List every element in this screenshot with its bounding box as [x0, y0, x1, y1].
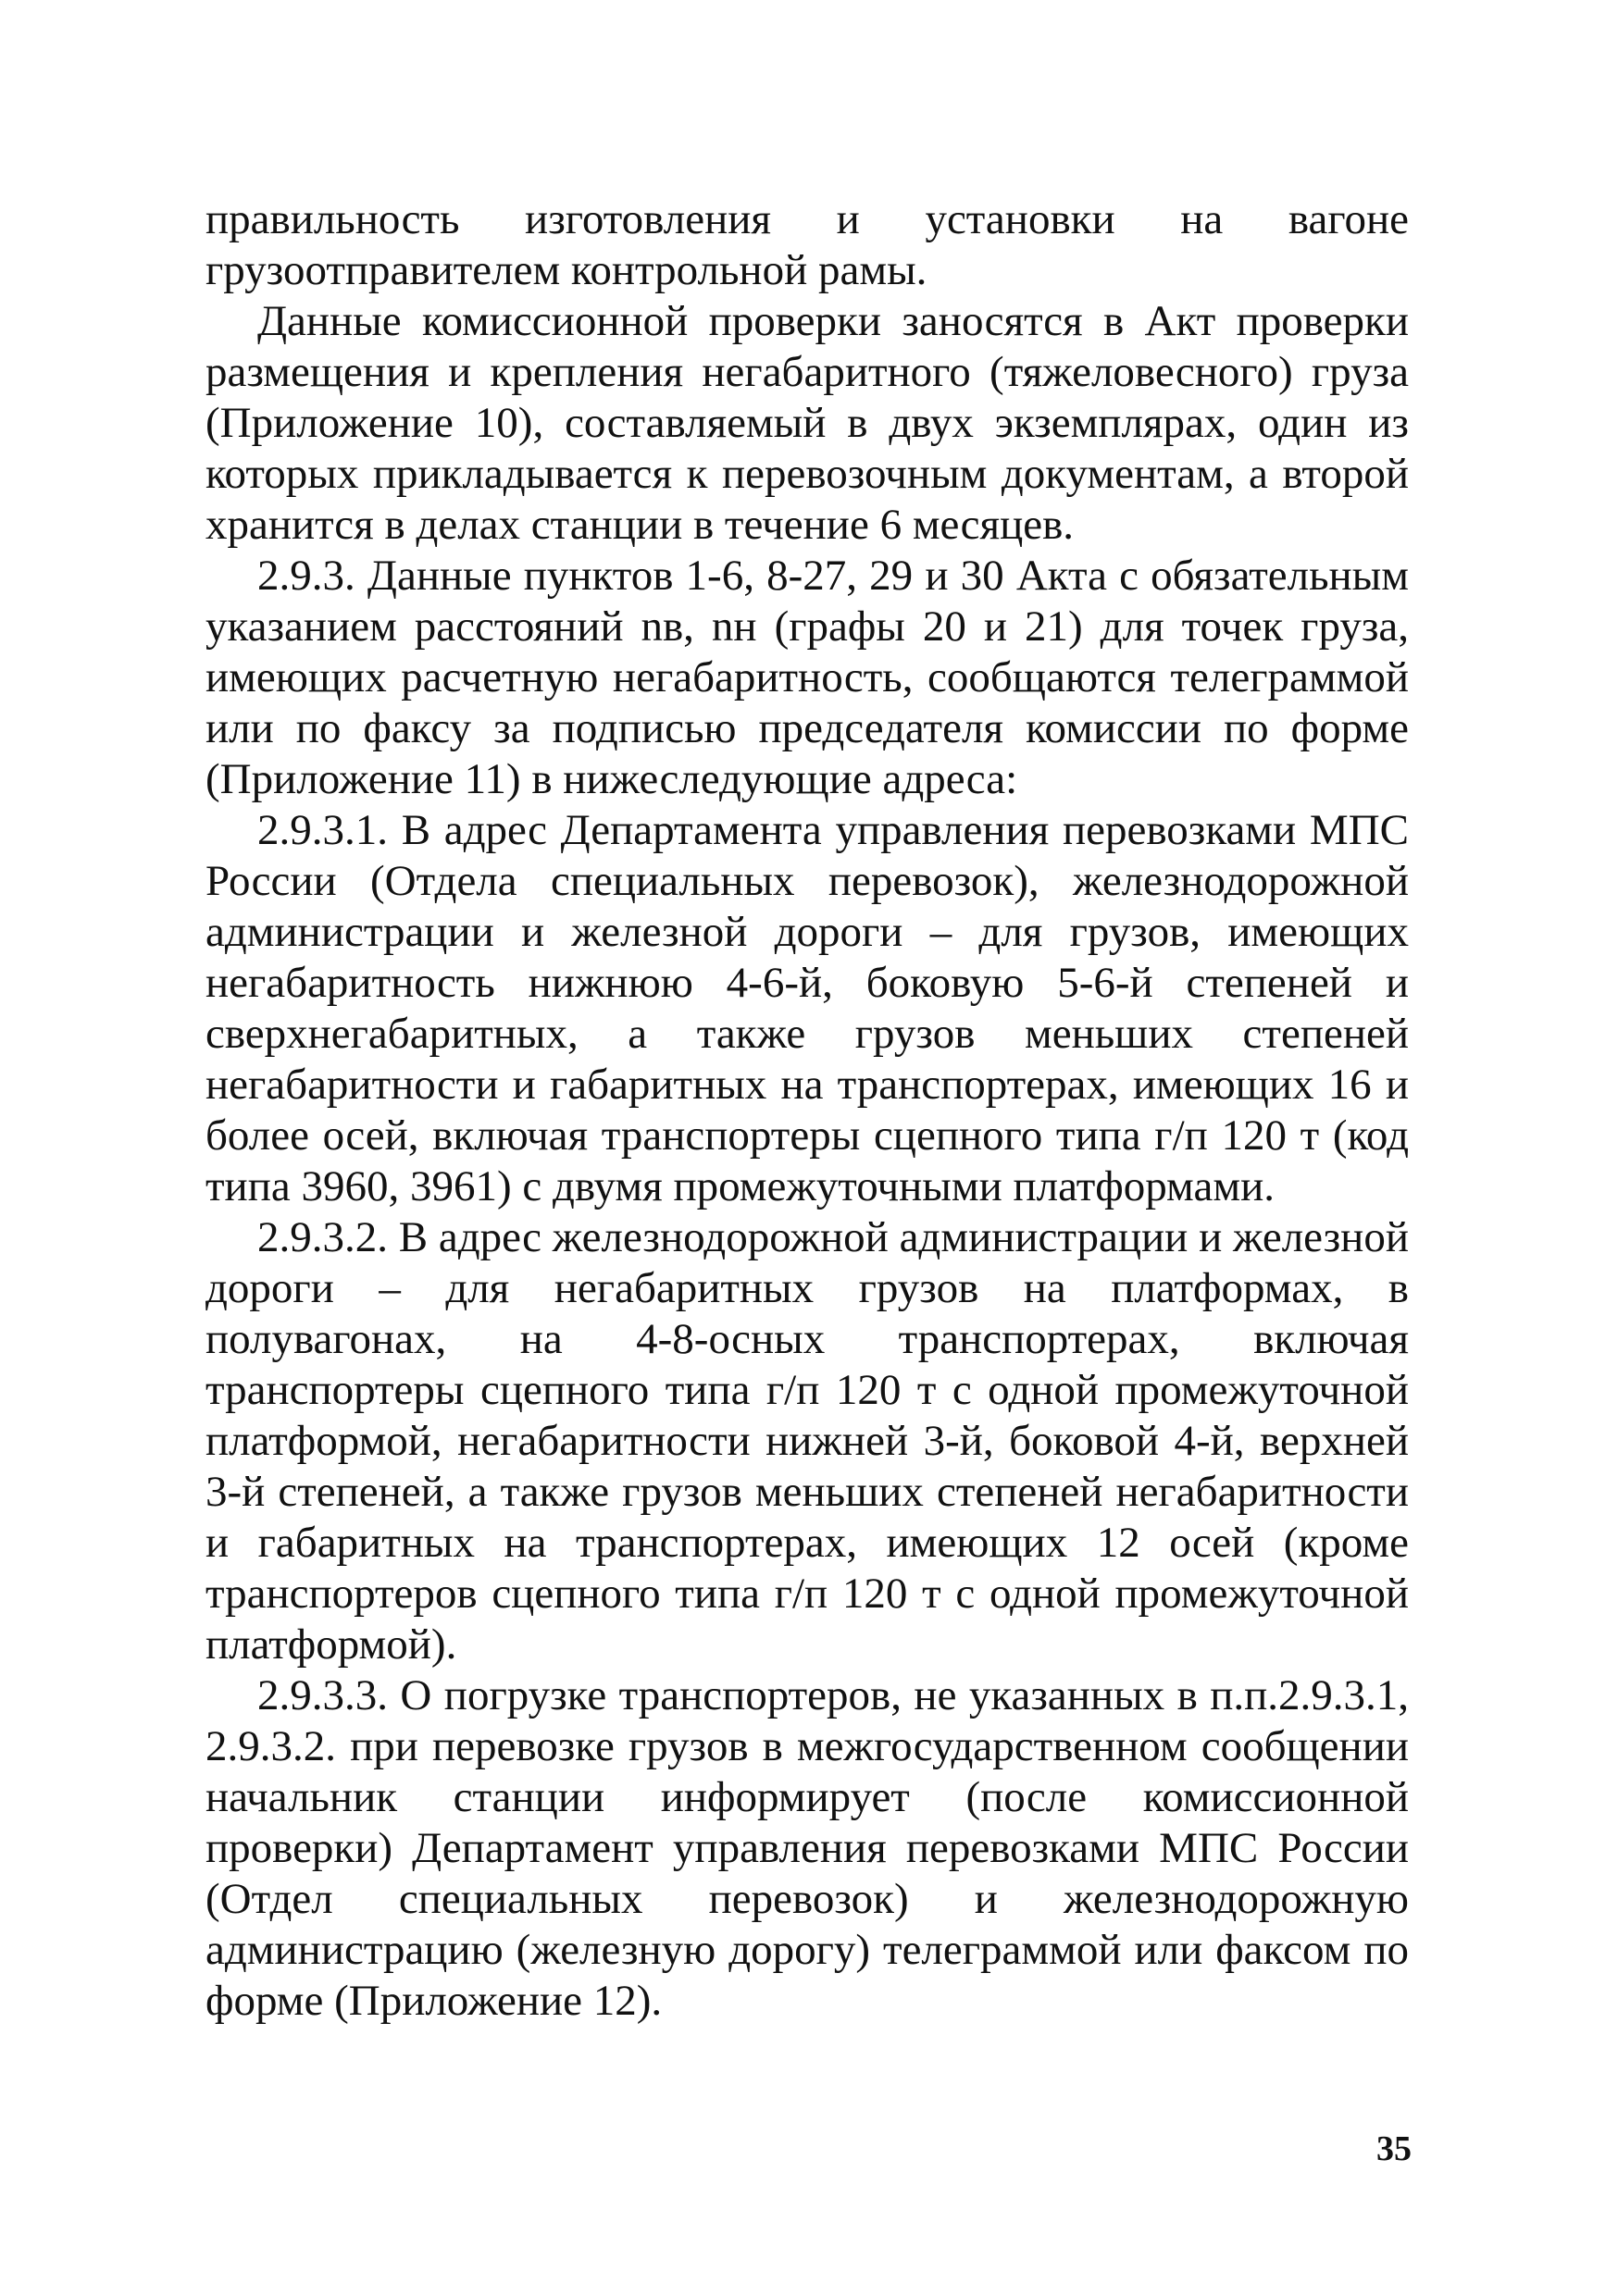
paragraph-2-9-3-2: 2.9.3.2. В адрес железнодорожной администрации и железной дороги – для негабаритных грузов на платформах, в полувагонах, на 4-8-осных транспортерах, включая транспортеры сцепного типа г/п 120 т с одной промежуточной платформой, негабаритности нижней 3-й, боковой 4-й, верхней 3-й степеней, а также грузов меньших степеней негабаритности и габаритных на транспортерах, имеющих 12 осей (кроме транспортеров сцепного типа г/п 120 т с одной промежуточной платформой). — [205, 1213, 1409, 1669]
paragraph-2-9-3: 2.9.3. Данные пунктов 1-6, 8-27, 29 и 30 Акта с обязательным указанием расстояний nв, nн (графы 20 и 21) для точек груза, имеющих расчетную негабаритность, сообщаются телеграммой или по факсу за подписью председателя комиссии по форме (Приложение 11) в нижеследующие адреса: — [205, 552, 1409, 803]
paragraph-2: Данные комиссионной проверки заносятся в Акт проверки размещения и крепления негабаритного (тяжеловесного) груза (Приложение 10), составляемый в двух экземплярах, один из которых прикладывается к перевозочным документам, а второй хранится в делах станции в течение 6 месяцев. — [205, 297, 1409, 549]
paragraph-1: правильность изготовления и установки на вагоне грузоотправителем контрольной рамы. — [205, 195, 1409, 294]
page-number: 35 — [1376, 2129, 1412, 2168]
paragraph-2-9-3-1: 2.9.3.1. В адрес Департамента управления перевозками МПС России (Отдела специальных перевозок), железнодорожной администрации и железной дороги – для грузов, имеющих негабаритность нижнюю 4-6-й, боковую 5-6-й степеней и сверхнегабаритных, а также грузов меньших степеней негабаритности и габаритных на транспортерах, имеющих 16 и более осей, включая транспортеры сцепного типа г/п 120 т (код типа 3960, 3961) с двумя промежуточными платформами. — [205, 806, 1409, 1210]
paragraph-2-9-3-3: 2.9.3.3. О погрузке транспортеров, не указанных в п.п.2.9.3.1, 2.9.3.2. при перевозке грузов в межгосударственном сообщении начальник станции информирует (после комиссионной проверки) Департамент управления перевозками МПС России (Отдел специальных перевозок) и железнодорожную администрацию (железную дорогу) телеграммой или факсом по форме (Приложение 12). — [205, 1671, 1409, 2025]
body-text — [205, 194, 1409, 2027]
